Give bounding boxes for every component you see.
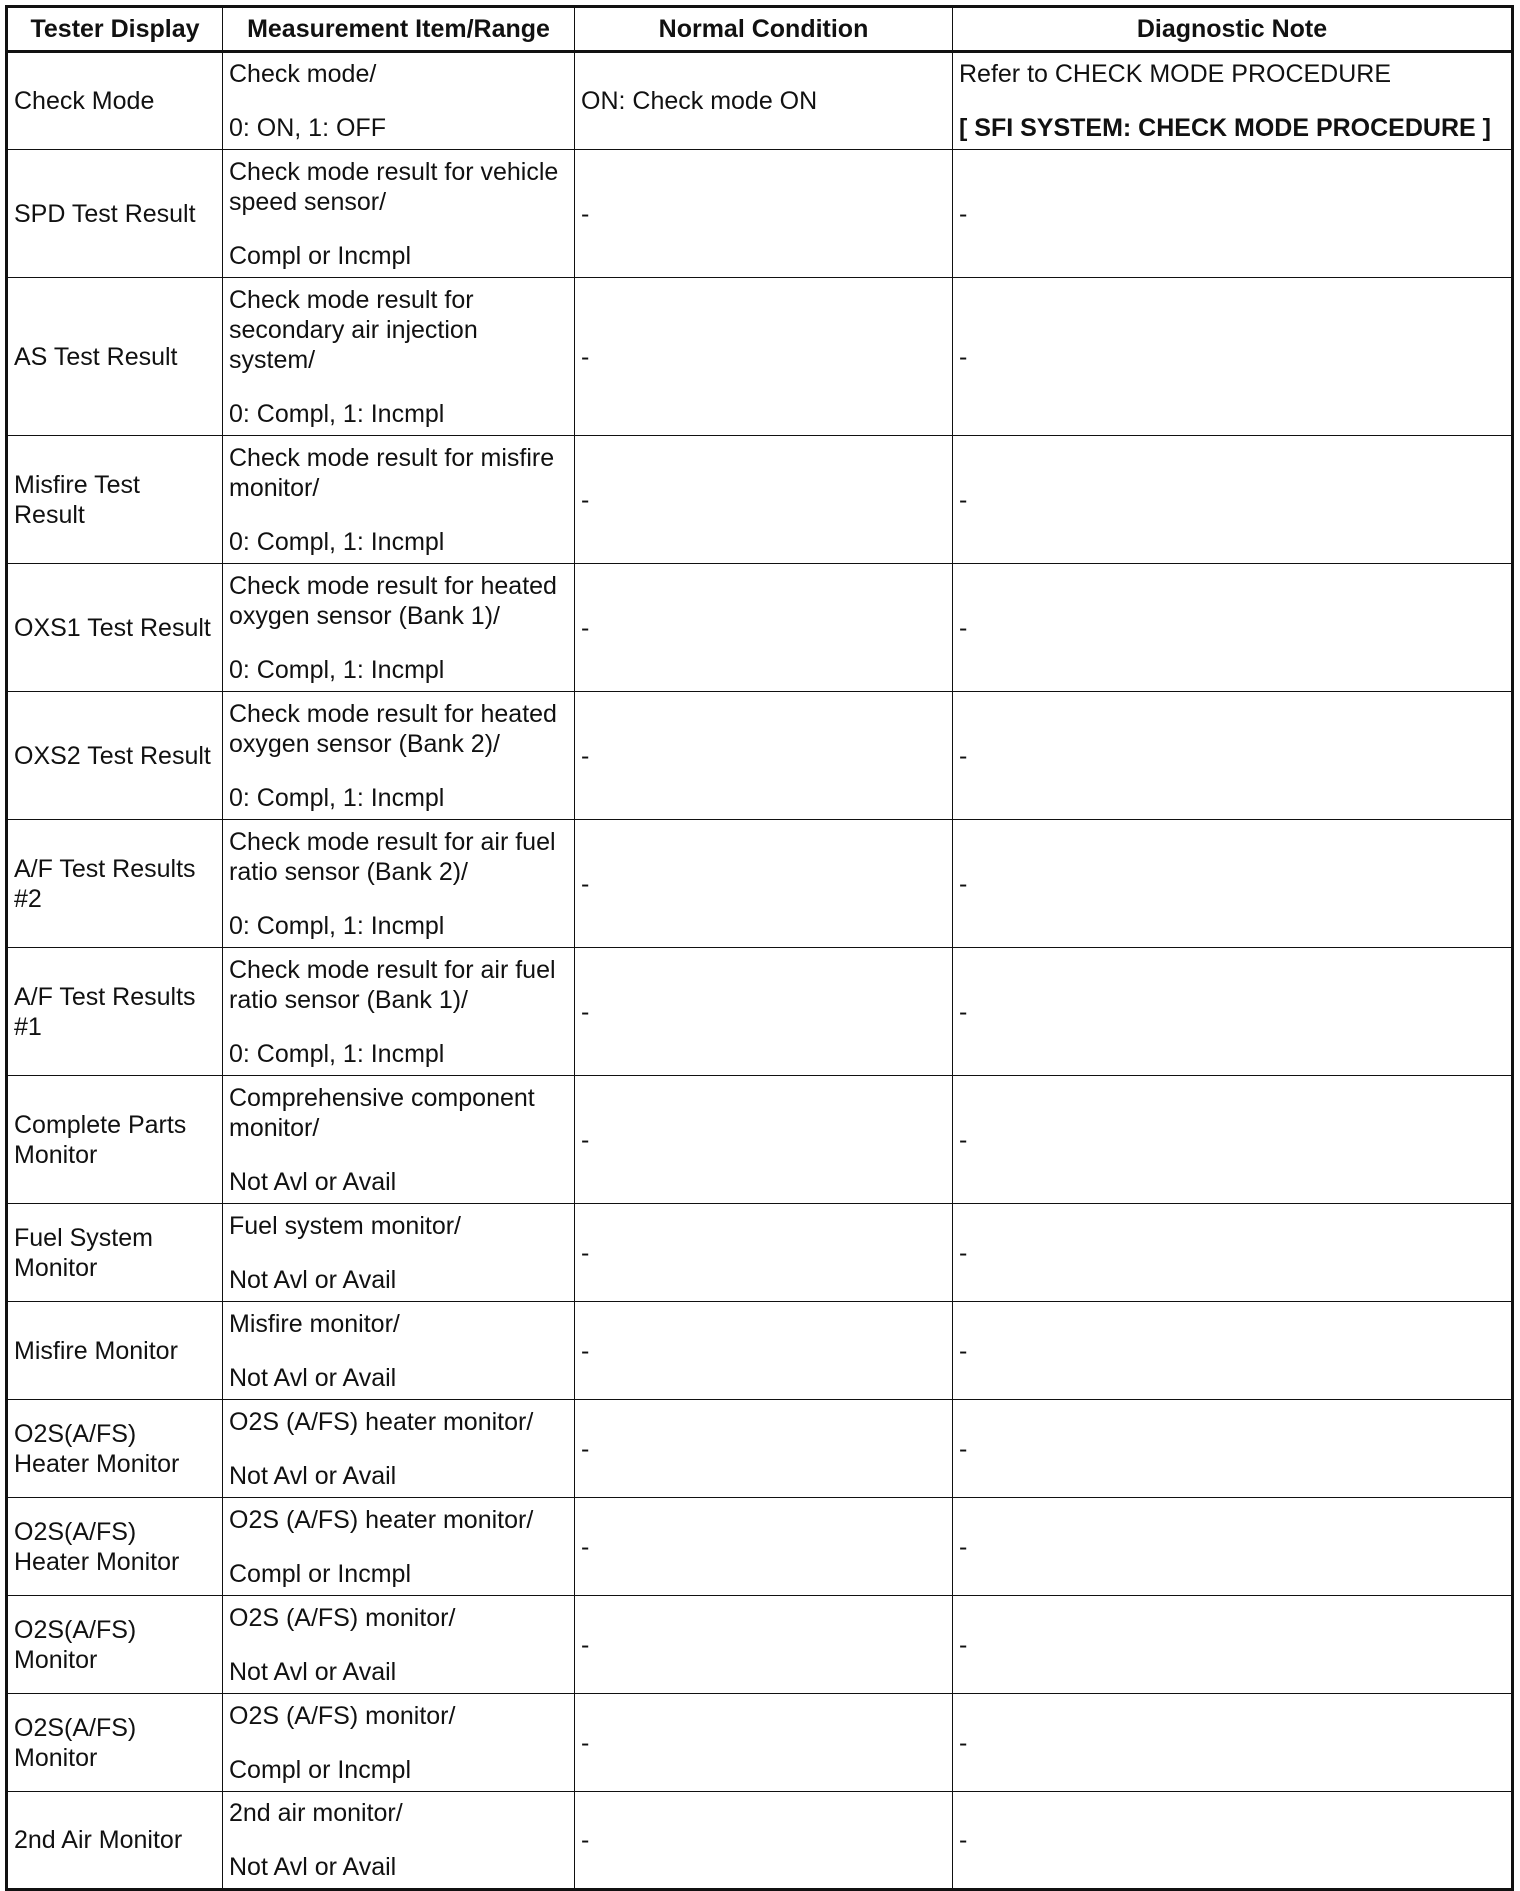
tester-display-cell: OXS2 Test Result [7, 692, 223, 820]
tester-display-cell: OXS1 Test Result [7, 564, 223, 692]
table-row [7, 278, 1513, 436]
diagnostic-note-cell: - [953, 150, 1513, 278]
measurement-range: 0: Compl, 1: Incmpl [229, 527, 445, 556]
normal-condition-cell: - [575, 1596, 953, 1694]
normal-condition-cell: - [575, 1076, 953, 1204]
tester-display-cell: Misfire Test Result [7, 436, 223, 564]
normal-condition-cell: ON: Check mode ON [575, 52, 953, 150]
diagnostic-note-cell: - [953, 278, 1513, 436]
diagnostic-note-cell [953, 52, 1513, 150]
normal-condition-cell: - [575, 1400, 953, 1498]
table-row [7, 150, 1513, 278]
tester-display-cell: A/F Test Results #2 [7, 820, 223, 948]
normal-condition-cell: - [575, 278, 953, 436]
normal-condition-cell: - [575, 150, 953, 278]
normal-condition-cell: - [575, 692, 953, 820]
table-row [7, 692, 1513, 820]
header-row [7, 7, 1513, 52]
table-row [7, 564, 1513, 692]
normal-condition-cell: - [575, 1694, 953, 1792]
table-row [7, 1204, 1513, 1302]
measurement-desc: O2S (A/FS) monitor/ [229, 1701, 456, 1730]
measurement-range: Compl or Incmpl [229, 1559, 411, 1588]
diagnostic-note-cell: - [953, 692, 1513, 820]
measurement-desc: Check mode result for air fuel ratio sensor (Bank 1)/ [229, 955, 556, 1014]
measurement-desc: Fuel system monitor/ [229, 1211, 462, 1240]
tester-display-cell: 2nd Air Monitor [7, 1792, 223, 1890]
measurement-cell [223, 820, 575, 948]
tester-display-cell: Fuel System Monitor [7, 1204, 223, 1302]
measurement-desc: Check mode result for heated oxygen sensor (Bank 2)/ [229, 699, 557, 758]
diagnostic-table [5, 5, 1514, 1891]
table-row [7, 1302, 1513, 1400]
header-tester-display: Tester Display [7, 7, 223, 52]
table-row [7, 1498, 1513, 1596]
diagnostic-note-cell: - [953, 820, 1513, 948]
measurement-range: 0: ON, 1: OFF [229, 114, 386, 142]
tester-display-cell: Misfire Monitor [7, 1302, 223, 1400]
normal-condition-cell: - [575, 1204, 953, 1302]
header-measurement: Measurement Item/Range [223, 7, 575, 52]
diagnostic-note-cell: - [953, 1694, 1513, 1792]
table-row [7, 1792, 1513, 1890]
tester-display-cell: Check Mode [7, 52, 223, 150]
normal-condition-cell: - [575, 436, 953, 564]
measurement-cell [223, 1596, 575, 1694]
normal-condition-cell: - [575, 1302, 953, 1400]
measurement-cell [223, 692, 575, 820]
table-row [7, 1400, 1513, 1498]
diagnostic-note-cell: - [953, 436, 1513, 564]
measurement-range: Not Avl or Avail [229, 1461, 397, 1490]
measurement-desc: Check mode result for vehicle speed sensor/ [229, 157, 559, 216]
measurement-cell [223, 948, 575, 1076]
tester-display-cell: A/F Test Results #1 [7, 948, 223, 1076]
measurement-cell [223, 52, 575, 150]
diagnostic-note-cell: - [953, 948, 1513, 1076]
header-diagnostic-note: Diagnostic Note [953, 7, 1513, 52]
normal-condition-cell: - [575, 820, 953, 948]
measurement-cell [223, 1792, 575, 1890]
measurement-desc: Check mode result for misfire monitor/ [229, 443, 555, 502]
table-row [7, 1694, 1513, 1792]
measurement-cell [223, 436, 575, 564]
measurement-desc: O2S (A/FS) heater monitor/ [229, 1407, 534, 1436]
measurement-range: 0: Compl, 1: Incmpl [229, 399, 445, 428]
table-row [7, 1076, 1513, 1204]
tester-display-cell: SPD Test Result [7, 150, 223, 278]
measurement-cell [223, 1498, 575, 1596]
diagnostic-note-cell: - [953, 1076, 1513, 1204]
measurement-cell [223, 150, 575, 278]
measurement-desc: Comprehensive component monitor/ [229, 1083, 535, 1142]
measurement-cell [223, 1302, 575, 1400]
tester-display-cell: O2S(A/FS) Heater Monitor [7, 1400, 223, 1498]
table-row [7, 1596, 1513, 1694]
note-text: Refer to CHECK MODE PROCEDURE [959, 60, 1392, 88]
diagnostic-note-cell: - [953, 1302, 1513, 1400]
table-row [7, 820, 1513, 948]
measurement-range: Not Avl or Avail [229, 1853, 397, 1881]
measurement-range: Not Avl or Avail [229, 1363, 397, 1392]
measurement-desc: Check mode result for heated oxygen sensor (Bank 1)/ [229, 571, 557, 630]
measurement-desc: O2S (A/FS) heater monitor/ [229, 1505, 534, 1534]
diagnostic-note-cell: - [953, 1400, 1513, 1498]
note-link[interactable]: [ SFI SYSTEM: CHECK MODE PROCEDURE ] [959, 114, 1491, 142]
measurement-cell [223, 564, 575, 692]
measurement-range: Compl or Incmpl [229, 1755, 411, 1784]
measurement-cell [223, 1694, 575, 1792]
normal-condition-cell: - [575, 1498, 953, 1596]
tester-display-cell: O2S(A/FS) Monitor [7, 1694, 223, 1792]
measurement-cell [223, 1400, 575, 1498]
header-normal-condition: Normal Condition [575, 7, 953, 52]
diagnostic-note-cell: - [953, 1498, 1513, 1596]
measurement-cell [223, 278, 575, 436]
normal-condition-cell: - [575, 1792, 953, 1890]
measurement-range: Not Avl or Avail [229, 1265, 397, 1294]
measurement-range: Not Avl or Avail [229, 1657, 397, 1686]
measurement-range: 0: Compl, 1: Incmpl [229, 655, 445, 684]
diagnostic-note-cell: - [953, 1204, 1513, 1302]
normal-condition-cell: - [575, 564, 953, 692]
measurement-range: Not Avl or Avail [229, 1167, 397, 1196]
tester-display-cell: AS Test Result [7, 278, 223, 436]
measurement-desc: Misfire monitor/ [229, 1309, 400, 1338]
measurement-cell [223, 1204, 575, 1302]
measurement-range: 0: Compl, 1: Incmpl [229, 911, 445, 940]
measurement-range: Compl or Incmpl [229, 241, 411, 270]
tester-display-cell: O2S(A/FS) Monitor [7, 1596, 223, 1694]
tester-display-cell: Complete Parts Monitor [7, 1076, 223, 1204]
measurement-desc: Check mode/ [229, 60, 377, 88]
diagnostic-note-cell: - [953, 1792, 1513, 1890]
table-row [7, 52, 1513, 150]
measurement-desc: O2S (A/FS) monitor/ [229, 1603, 456, 1632]
measurement-desc: Check mode result for air fuel ratio sensor (Bank 2)/ [229, 827, 556, 886]
table-row [7, 948, 1513, 1076]
diagnostic-note-cell: - [953, 1596, 1513, 1694]
measurement-range: 0: Compl, 1: Incmpl [229, 1039, 445, 1068]
measurement-cell [223, 1076, 575, 1204]
measurement-desc: 2nd air monitor/ [229, 1799, 403, 1827]
measurement-range: 0: Compl, 1: Incmpl [229, 783, 445, 812]
normal-condition-cell: - [575, 948, 953, 1076]
measurement-desc: Check mode result for secondary air injection system/ [229, 285, 478, 374]
table-row [7, 436, 1513, 564]
tester-display-cell: O2S(A/FS) Heater Monitor [7, 1498, 223, 1596]
diagnostic-note-cell: - [953, 564, 1513, 692]
